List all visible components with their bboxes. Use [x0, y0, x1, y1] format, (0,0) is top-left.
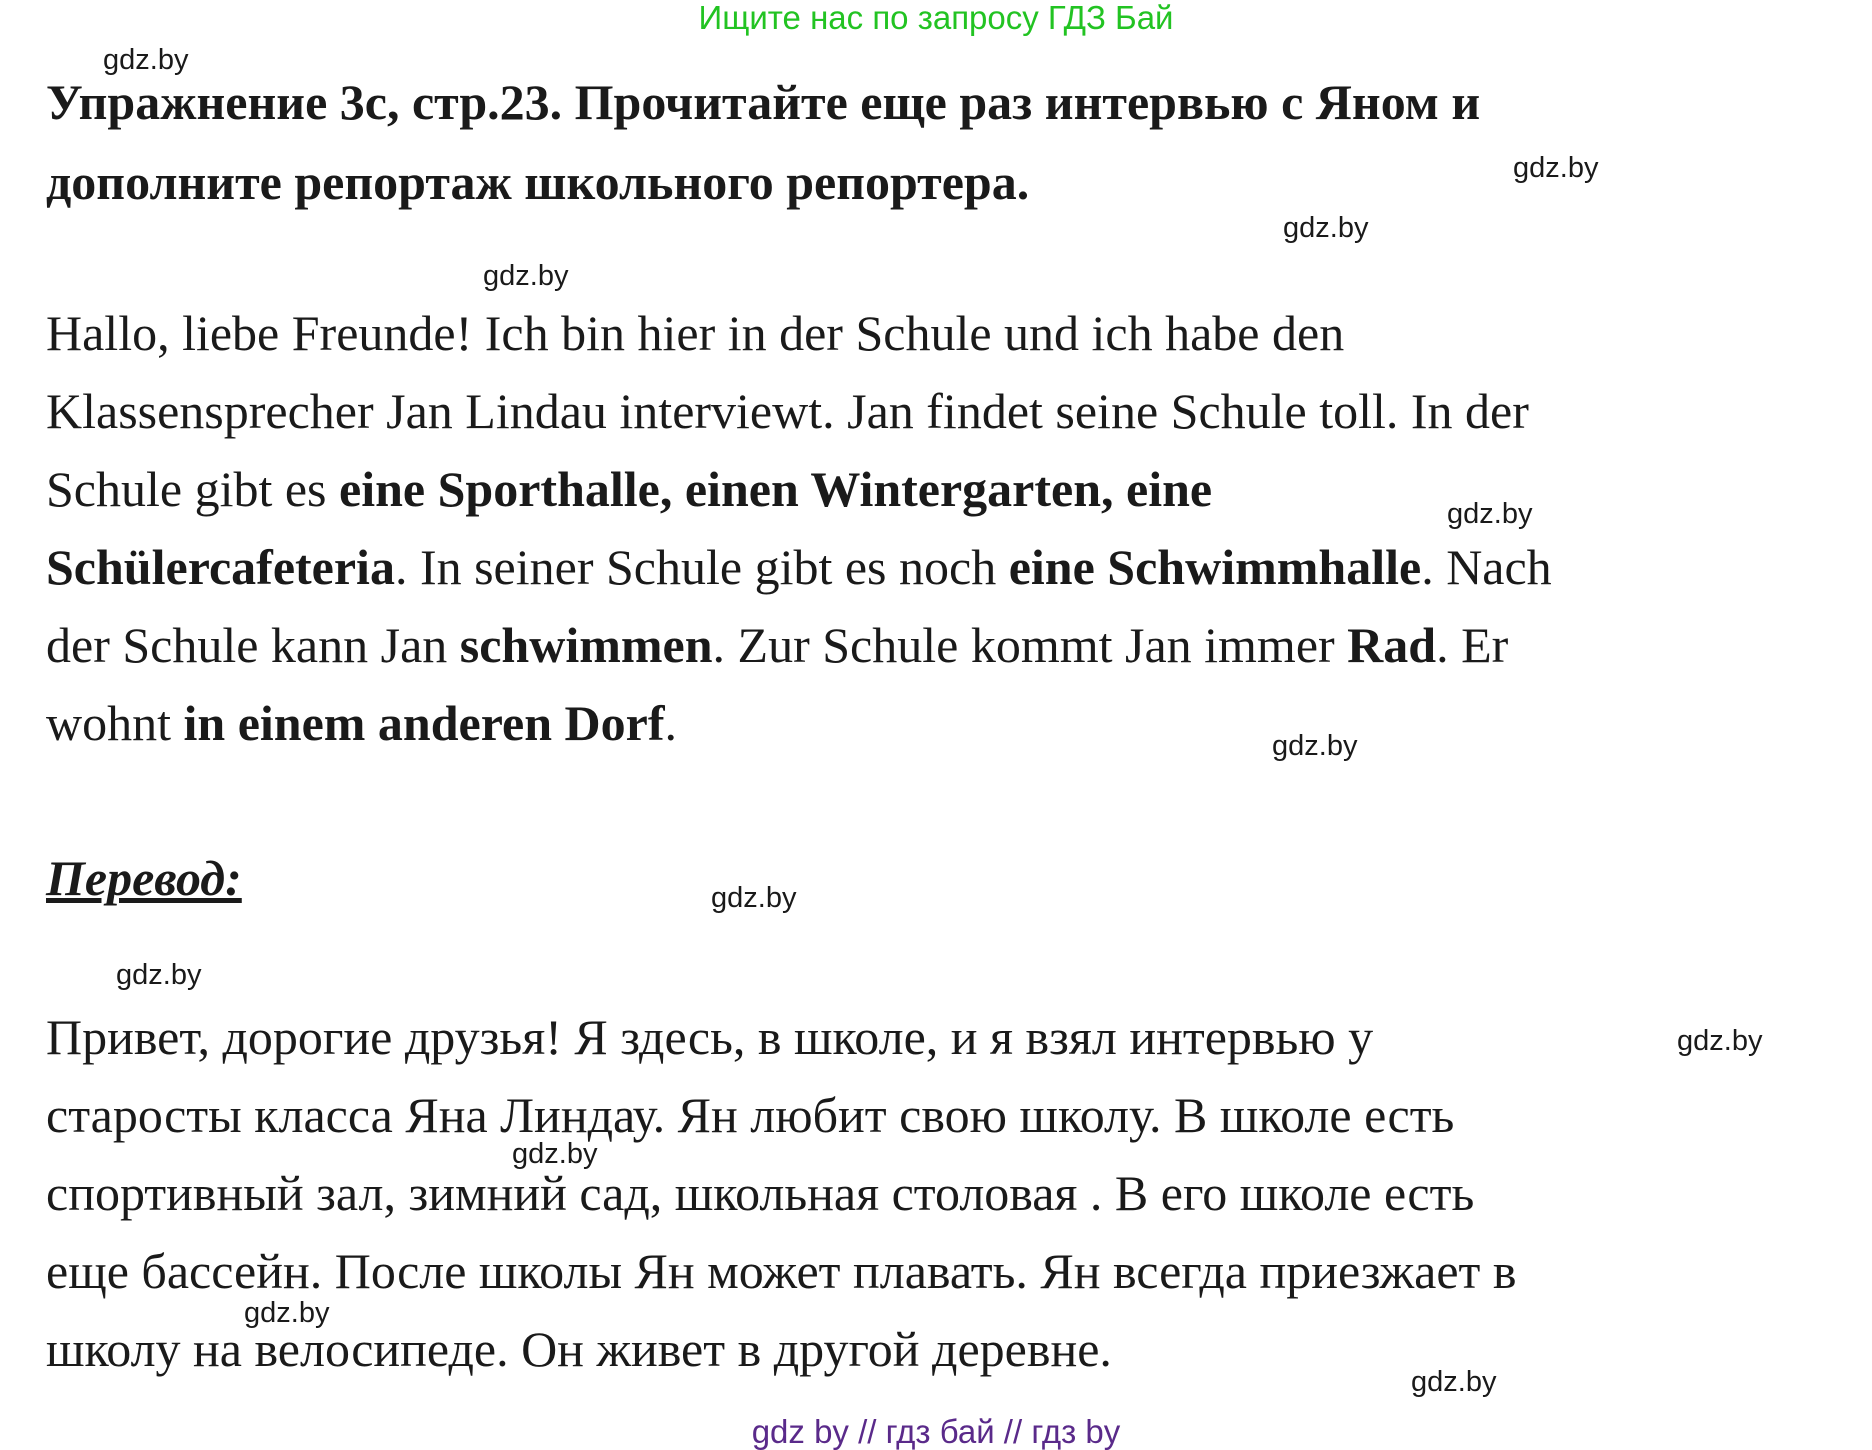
answer-swimming-hall: eine Schwimmhalle — [1008, 539, 1422, 595]
russian-translation — [46, 998, 1846, 1388]
top-banner[interactable]: Ищите нас по запросу ГДЗ Бай — [698, 0, 1174, 36]
watermark: gdz.by — [1272, 730, 1358, 762]
watermark: gdz.by — [1283, 212, 1369, 244]
russian-line-2: старосты класса Яна Линдау. Ян любит свою школу. В школе есть — [46, 1087, 1455, 1143]
russian-line-1: Привет, дорогие друзья! Я здесь, в школе, и я взял интервью у — [46, 1009, 1374, 1065]
russian-line-5: школу на велосипеде. Он живет в другой деревне. — [46, 1321, 1112, 1377]
watermark: gdz.by — [103, 44, 189, 76]
answer-swim: schwimmen — [459, 617, 713, 673]
watermark: gdz.by — [483, 260, 569, 292]
heading-line-2: дополните репортаж школьного репортера. — [46, 154, 1030, 210]
answer-bike: Rad — [1347, 617, 1437, 673]
watermark: gdz.by — [1677, 1025, 1763, 1057]
answer-cafeteria: Schülercafeteria — [46, 539, 395, 595]
german-line-4: Schülercafeteria. In seiner Schule gibt es noch eine Schwimmhalle. Nach — [46, 539, 1552, 595]
german-line-3: Schule gibt es eine Sporthalle, einen Wintergarten, eine — [46, 461, 1213, 517]
translation-label: Перевод: — [46, 850, 242, 906]
german-text — [46, 294, 1846, 762]
heading-line-1: Упражнение 3с, стр.23. Прочитайте еще раз интервью с Яном и — [46, 74, 1481, 130]
watermark: gdz.by — [512, 1138, 598, 1170]
answer-facilities: eine Sporthalle, einen Wintergarten, eine — [339, 461, 1213, 517]
watermark: gdz.by — [116, 959, 202, 991]
footer-links[interactable]: gdz by // гдз бай // гдз by — [751, 1413, 1121, 1450]
russian-line-4: еще бассейн. После школы Ян может плавать. Ян всегда приезжает в — [46, 1243, 1517, 1299]
german-line-5: der Schule kann Jan schwimmen. Zur Schule kommt Jan immer Rad. Er — [46, 617, 1509, 673]
watermark: gdz.by — [711, 882, 797, 914]
watermark: gdz.by — [244, 1297, 330, 1329]
german-line-2: Klassensprecher Jan Lindau interviewt. Jan findet seine Schule toll. In der — [46, 383, 1529, 439]
exercise-heading — [46, 62, 1846, 222]
watermark: gdz.by — [1513, 152, 1599, 184]
german-line-6: wohnt in einem anderen Dorf. — [46, 695, 677, 751]
answer-village: in einem anderen Dorf — [183, 695, 665, 751]
german-line-1: Hallo, liebe Freunde! Ich bin hier in der Schule und ich habe den — [46, 305, 1345, 361]
watermark: gdz.by — [1447, 498, 1533, 530]
watermark: gdz.by — [1411, 1366, 1497, 1398]
russian-line-3: спортивный зал, зимний сад, школьная столовая . В его школе есть — [46, 1165, 1475, 1221]
